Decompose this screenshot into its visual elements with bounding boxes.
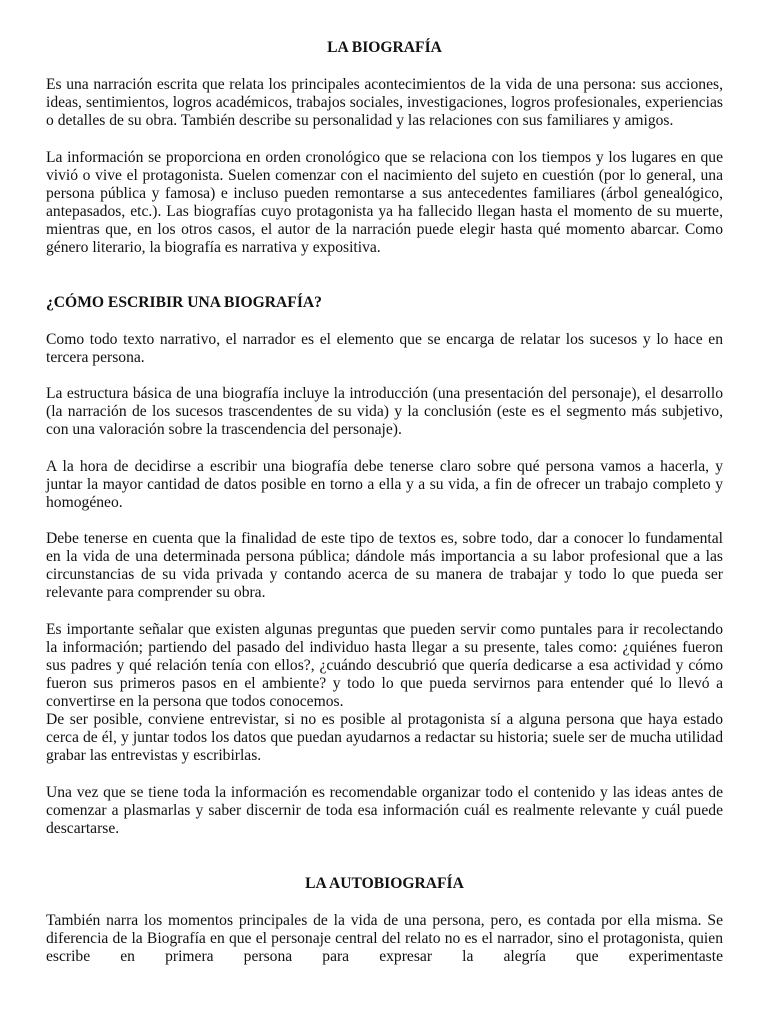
section2-paragraph-2: La estructura básica de una biografía incluye la introducción (una presentación del personaje), el desarrollo (la narración de los sucesos trascendentes de su vida) y la conclusión (este es el segmento más subjetivo, con una valoración sobre la trascendencia del personaje). <box>46 385 723 438</box>
intro-paragraph-1: Es una narración escrita que relata los principales acontecimientos de la vida de una persona: sus acciones, ideas, sentimientos, logros académicos, trabajos sociales, investigaciones, logros profesionales, experiencias o detalles de su obra. También describe su personalidad y las relaciones con sus familiares y amigos. <box>46 76 723 129</box>
section-heading-como-escribir: ¿CÓMO ESCRIBIR UNA BIOGRAFÍA? <box>46 294 322 311</box>
section2-paragraph-4: Debe tenerse en cuenta que la finalidad de este tipo de textos es, sobre todo, dar a conocer lo fundamental en la vida de una determinada persona pública; dándole más importancia a su labor profesional que a las circunstancias de su vida privada y contando acerca de su manera de trabajar y todo lo que pueda ser relevante para comprender su obra. <box>46 530 723 601</box>
intro-paragraph-2: La información se proporciona en orden cronológico que se relaciona con los tiempos y los lugares en que vivió o vive el protagonista. Suelen comenzar con el nacimiento del sujeto en cuestión (por lo general, una persona pública y famosa) e incluso pueden remontarse a sus antecedentes familiares (árbol genealógico, antepasados, etc.). Las biografías cuyo protagonista ya ha fallecido llegan hasta el momento de su muerte, mientras que, en los otros casos, el autor de la narración puede elegir hasta qué momento abarcar. Como género literario, la biografía es narrativa y expositiva. <box>46 149 723 256</box>
document-page <box>46 0 723 966</box>
section3-paragraph-1: También narra los momentos principales de la vida de una persona, pero, es contada por ella misma. Se diferencia de la Biografía en que el personaje central del relato no es el narrador, sino el protagonista, quien escribe en primera persona para expresar la alegría que experimentaste <box>46 912 723 965</box>
section2-paragraph-7: Una vez que se tiene toda la información es recomendable organizar todo el contenido y las ideas antes de comenzar a plasmarlas y saber discernir de toda esa información cuál es realmente relevante y cuál puede descartarse. <box>46 784 723 837</box>
section2-paragraph-6: De ser posible, conviene entrevistar, si no es posible al protagonista sí a alguna persona que haya estado cerca de él, y juntar todos los datos que puedan ayudarnos a redactar su historia; suele ser de mucha utilidad grabar las entrevistas y escribirlas. <box>46 711 723 764</box>
section2-paragraph-3: A la hora de decidirse a escribir una biografía debe tenerse claro sobre qué persona vamos a hacerla, y juntar la mayor cantidad de datos posible en torno a ella y a su vida, a fin de ofrecer un trabajo completo y homogéneo. <box>46 458 723 511</box>
document-title: LA BIOGRAFÍA <box>327 39 442 56</box>
section-heading-autobiografia: LA AUTOBIOGRAFÍA <box>305 875 464 892</box>
section2-paragraph-5: Es importante señalar que existen algunas preguntas que pueden servir como puntales para ir recolectando la información; partiendo del pasado del individuo hasta llegar a su presente, tales como: ¿quiénes fueron sus padres y qué relación tenía con ellos?, ¿cuándo descubrió que quería dedicarse a esa actividad y cómo fueron sus primeros pasos en el ambiente? y todo lo que pueda servirnos para entender qué lo llevó a convertirse en la persona que todos conocemos. <box>46 621 723 710</box>
section2-paragraph-1: Como todo texto narrativo, el narrador es el elemento que se encarga de relatar los sucesos y lo hace en tercera persona. <box>46 331 723 366</box>
